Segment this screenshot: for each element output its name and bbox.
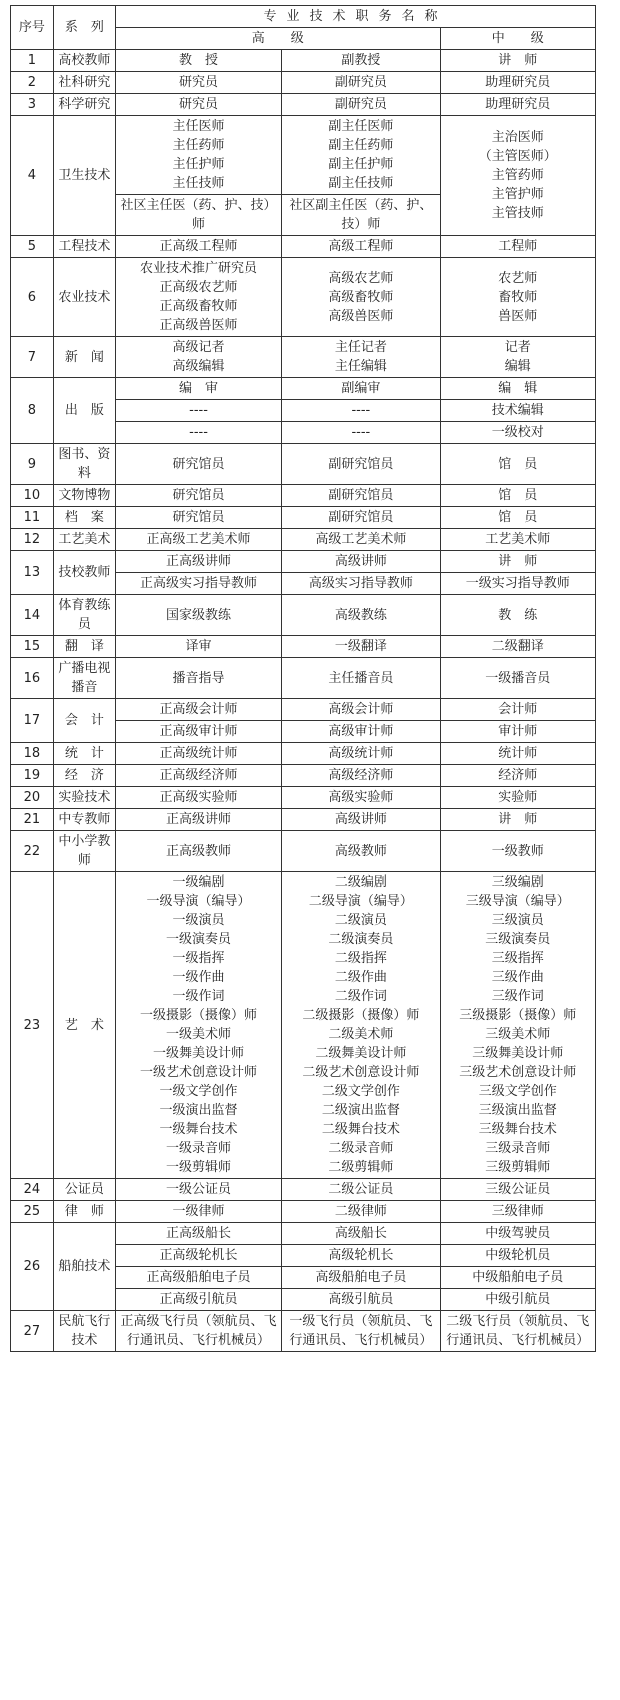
vice-senior-title: 高级统计师 [282, 743, 441, 765]
mid-title-line: 主管技师 [491, 206, 544, 221]
senior-title-line: 一级指挥 [172, 951, 225, 966]
vice-senior-title-line: 副主任技师 [328, 176, 394, 191]
mid-title: 经济师 [440, 765, 595, 787]
mid-title-line: 三级美术师 [485, 1027, 551, 1042]
vice-senior-title: ---- [282, 422, 441, 444]
row-number: 24 [11, 1179, 54, 1201]
row-series: 经 济 [53, 765, 115, 787]
vice-senior-title-line: 二级演奏员 [328, 932, 394, 947]
mid-title-line: 三级摄影（摄像）师 [459, 1008, 577, 1023]
vice-senior-title: 高级教练 [282, 595, 441, 636]
vice-senior-title-line: 高级畜牧师 [328, 289, 394, 305]
senior-title: ---- [115, 400, 281, 422]
mid-title: 讲 师 [440, 50, 595, 72]
mid-title-line: 记者 [504, 340, 531, 355]
vice-senior-title: 高级船长 [282, 1223, 441, 1245]
senior-title-line: 农业技术推广研究员 [140, 261, 258, 276]
table-row [11, 94, 596, 116]
vice-senior-title-line: 二级作词 [334, 989, 387, 1004]
row-number: 11 [11, 507, 54, 529]
row-number: 4 [11, 116, 54, 236]
table-row [11, 485, 596, 507]
table-row [11, 258, 596, 337]
vice-senior-title [282, 116, 441, 195]
mid-title [440, 116, 595, 236]
table-row [11, 116, 596, 195]
row-series: 翻 译 [53, 636, 115, 658]
mid-title: 中级驾驶员 [440, 1223, 595, 1245]
table-row [11, 872, 596, 1179]
row-number: 9 [11, 444, 54, 485]
vice-senior-title: 一级飞行员（领航员、飞行通讯员、飞行机械员） [282, 1311, 441, 1352]
row-number: 25 [11, 1201, 54, 1223]
senior-title: 研究馆员 [115, 444, 281, 485]
vice-senior-title: 高级引航员 [282, 1289, 441, 1311]
vice-senior-title-line: 二级作曲 [334, 970, 387, 985]
row-series: 文物博物 [53, 485, 115, 507]
mid-title: 中级引航员 [440, 1289, 595, 1311]
senior-title: 正高级引航员 [115, 1289, 281, 1311]
senior-title: 正高级船长 [115, 1223, 281, 1245]
vice-senior-title-line: 二级舞台技术 [321, 1122, 400, 1137]
row-number: 16 [11, 658, 54, 699]
row-number: 3 [11, 94, 54, 116]
mid-title [440, 258, 595, 337]
row-series: 体育教练员 [53, 595, 115, 636]
table-row [11, 787, 596, 809]
mid-title-line: 三级作曲 [491, 970, 544, 985]
senior-title [115, 337, 281, 378]
vice-senior-title [282, 337, 441, 378]
mid-title: 统计师 [440, 743, 595, 765]
vice-senior-title-line: 高级兽医师 [328, 308, 394, 324]
vice-senior-title: 副研究馆员 [282, 507, 441, 529]
senior-title-line: 一级舞台技术 [159, 1122, 238, 1137]
senior-title-line: 正高级兽医师 [159, 318, 238, 333]
mid-title-line: 三级舞美设计师 [472, 1046, 564, 1061]
row-series: 新 闻 [53, 337, 115, 378]
vice-senior-title-line: 副主任医师 [328, 119, 394, 134]
vice-senior-title: 二级公证员 [282, 1179, 441, 1201]
senior-title: 正高级工艺美术师 [115, 529, 281, 551]
vice-senior-title: 高级船舶电子员 [282, 1267, 441, 1289]
senior-title-line: 一级演出监督 [159, 1103, 238, 1118]
senior-title-line: 一级编剧 [172, 875, 225, 890]
row-number: 20 [11, 787, 54, 809]
vice-senior-title-line: 二级录音师 [328, 1141, 394, 1156]
header-seq: 序号 [11, 6, 54, 50]
header-mid: 中 级 [440, 28, 595, 50]
senior-title-line: 一级剪辑师 [166, 1160, 232, 1175]
senior-title: 国家级教练 [115, 595, 281, 636]
table-row [11, 658, 596, 699]
row-series: 卫生技术 [53, 116, 115, 236]
table-row [11, 831, 596, 872]
senior-title-line: 主任护师 [172, 157, 225, 172]
table-row [11, 1179, 596, 1201]
vice-senior-title: 副研究馆员 [282, 485, 441, 507]
mid-title: 二级翻译 [440, 636, 595, 658]
table-row [11, 809, 596, 831]
senior-title-line: 一级演奏员 [166, 932, 232, 947]
vice-senior-title: 高级实验师 [282, 787, 441, 809]
senior-title: 译审 [115, 636, 281, 658]
row-series: 民航飞行技术 [53, 1311, 115, 1352]
row-series: 出 版 [53, 378, 115, 444]
row-series: 科学研究 [53, 94, 115, 116]
vice-senior-title: 高级审计师 [282, 721, 441, 743]
row-number: 23 [11, 872, 54, 1179]
mid-title-line: 三级作词 [491, 989, 544, 1004]
row-number: 27 [11, 1311, 54, 1352]
row-series: 社科研究 [53, 72, 115, 94]
senior-title-line: 一级演员 [172, 913, 225, 928]
table-row [11, 378, 596, 400]
senior-title-line: 主任技师 [172, 176, 225, 191]
row-number: 22 [11, 831, 54, 872]
senior-title: 研究员 [115, 94, 281, 116]
row-series: 公证员 [53, 1179, 115, 1201]
mid-title: 会计师 [440, 699, 595, 721]
vice-senior-title-line: 二级演出监督 [321, 1103, 400, 1118]
vice-senior-title: 社区副主任医（药、护、技）师 [282, 195, 441, 236]
row-number: 1 [11, 50, 54, 72]
senior-title: 正高级统计师 [115, 743, 281, 765]
mid-title: 馆 员 [440, 485, 595, 507]
row-series: 律 师 [53, 1201, 115, 1223]
row-number: 5 [11, 236, 54, 258]
row-series: 技校教师 [53, 551, 115, 595]
mid-title: 实验师 [440, 787, 595, 809]
senior-title: 正高级会计师 [115, 699, 281, 721]
row-number: 19 [11, 765, 54, 787]
mid-title-line: 三级演奏员 [485, 932, 551, 947]
header-row [11, 6, 596, 28]
senior-title-line: 一级摄影（摄像）师 [140, 1008, 258, 1023]
row-series: 中小学教师 [53, 831, 115, 872]
mid-title-line: 三级舞台技术 [478, 1122, 557, 1137]
row-series: 工程技术 [53, 236, 115, 258]
mid-title-line: 三级演出监督 [478, 1103, 557, 1118]
mid-title [440, 872, 595, 1179]
header-title: 专业技术职务名称 [115, 6, 595, 28]
table-row [11, 236, 596, 258]
vice-senior-title-line: 高级农艺师 [328, 270, 394, 286]
vice-senior-title-line: 二级舞美设计师 [315, 1046, 407, 1061]
row-series: 中专教师 [53, 809, 115, 831]
mid-title: 中级船舶电子员 [440, 1267, 595, 1289]
mid-title: 二级飞行员（领航员、飞行通讯员、飞行机械员） [440, 1311, 595, 1352]
senior-title: 研究馆员 [115, 485, 281, 507]
table-body [11, 6, 596, 1352]
vice-senior-title: 副教授 [282, 50, 441, 72]
senior-title: 正高级飞行员（领航员、飞行通讯员、飞行机械员） [115, 1311, 281, 1352]
row-number: 7 [11, 337, 54, 378]
senior-title: 正高级实习指导教师 [115, 573, 281, 595]
mid-title-line: 三级导演（编导） [465, 894, 570, 909]
senior-title: 播音指导 [115, 658, 281, 699]
row-series: 高校教师 [53, 50, 115, 72]
senior-title: 研究员 [115, 72, 281, 94]
vice-senior-title: 高级工程师 [282, 236, 441, 258]
table-row [11, 1311, 596, 1352]
mid-title: 教 练 [440, 595, 595, 636]
mid-title: 馆 员 [440, 444, 595, 485]
table-row [11, 595, 596, 636]
vice-senior-title: 高级教师 [282, 831, 441, 872]
mid-title: 馆 员 [440, 507, 595, 529]
senior-title: 正高级工程师 [115, 236, 281, 258]
senior-title-line: 正高级畜牧师 [159, 299, 238, 314]
mid-title-line: 三级文学创作 [478, 1084, 557, 1099]
senior-title: 一级公证员 [115, 1179, 281, 1201]
vice-senior-title-line: 二级导演（编导） [308, 894, 413, 909]
mid-title: 中级轮机员 [440, 1245, 595, 1267]
title-table [10, 5, 596, 1352]
senior-title-line: 正高级农艺师 [159, 280, 238, 295]
vice-senior-title-line: 二级演员 [334, 913, 387, 928]
mid-title: 审计师 [440, 721, 595, 743]
row-series: 实验技术 [53, 787, 115, 809]
mid-title-line: 三级录音师 [485, 1141, 551, 1156]
table-row [11, 72, 596, 94]
vice-senior-title-line: 二级艺术创意设计师 [302, 1065, 420, 1080]
mid-title: 助理研究员 [440, 94, 595, 116]
mid-title: 助理研究员 [440, 72, 595, 94]
vice-senior-title: ---- [282, 400, 441, 422]
vice-senior-title: 一级翻译 [282, 636, 441, 658]
vice-senior-title: 高级会计师 [282, 699, 441, 721]
senior-title: 正高级教师 [115, 831, 281, 872]
mid-title-line: 三级演员 [491, 913, 544, 928]
senior-title-line: 高级编辑 [172, 359, 225, 374]
senior-title-line: 主任医师 [172, 119, 225, 134]
vice-senior-title-line: 二级编剧 [334, 875, 387, 890]
senior-title: 社区主任医（药、护、技）师 [115, 195, 281, 236]
vice-senior-title-line: 二级指挥 [334, 951, 387, 966]
vice-senior-title: 高级轮机长 [282, 1245, 441, 1267]
vice-senior-title: 副编审 [282, 378, 441, 400]
mid-title-line: 主管药师 [491, 168, 544, 183]
row-number: 18 [11, 743, 54, 765]
header-series: 系 列 [53, 6, 115, 50]
senior-title-line: 主任药师 [172, 138, 225, 153]
vice-senior-title-line: 主任编辑 [334, 359, 387, 374]
senior-title-line: 一级文学创作 [159, 1084, 238, 1099]
mid-title-line: 编辑 [504, 359, 531, 374]
senior-title-line: 高级记者 [172, 340, 225, 355]
vice-senior-title: 高级经济师 [282, 765, 441, 787]
row-number: 13 [11, 551, 54, 595]
table-row [11, 551, 596, 573]
mid-title-line: 三级剪辑师 [485, 1160, 551, 1175]
mid-title: 工艺美术师 [440, 529, 595, 551]
vice-senior-title-line: 副主任药师 [328, 138, 394, 153]
mid-title-line: 三级艺术创意设计师 [459, 1065, 577, 1080]
mid-title: 一级校对 [440, 422, 595, 444]
row-series: 船舶技术 [53, 1223, 115, 1311]
mid-title-line: （主管医师） [478, 149, 557, 164]
row-series: 农业技术 [53, 258, 115, 337]
row-number: 14 [11, 595, 54, 636]
row-series: 艺 术 [53, 872, 115, 1179]
vice-senior-title-line: 二级文学创作 [321, 1084, 400, 1099]
mid-title: 一级播音员 [440, 658, 595, 699]
vice-senior-title: 副研究员 [282, 72, 441, 94]
vice-senior-title-line: 副主任护师 [328, 157, 394, 172]
vice-senior-title-line: 二级摄影（摄像）师 [302, 1008, 420, 1023]
header-high: 高 级 [115, 28, 440, 50]
senior-title: 正高级讲师 [115, 809, 281, 831]
row-number: 21 [11, 809, 54, 831]
senior-title-line: 一级录音师 [166, 1141, 232, 1156]
senior-title-line: 一级艺术创意设计师 [140, 1065, 258, 1080]
row-series: 档 案 [53, 507, 115, 529]
table-row [11, 699, 596, 721]
vice-senior-title-line: 二级美术师 [328, 1027, 394, 1042]
row-number: 15 [11, 636, 54, 658]
senior-title [115, 258, 281, 337]
table-row [11, 765, 596, 787]
mid-title-line: 三级指挥 [491, 951, 544, 966]
senior-title: 正高级实验师 [115, 787, 281, 809]
mid-title-line: 主管护师 [491, 187, 544, 202]
mid-title-line: 三级编剧 [491, 875, 544, 890]
row-number: 26 [11, 1223, 54, 1311]
vice-senior-title [282, 258, 441, 337]
mid-title: 讲 师 [440, 809, 595, 831]
senior-title: 正高级讲师 [115, 551, 281, 573]
senior-title: 教 授 [115, 50, 281, 72]
senior-title: 编 审 [115, 378, 281, 400]
senior-title: 一级律师 [115, 1201, 281, 1223]
mid-title: 讲 师 [440, 551, 595, 573]
senior-title-line: 一级美术师 [166, 1027, 232, 1042]
vice-senior-title [282, 872, 441, 1179]
vice-senior-title-line: 主任记者 [334, 340, 387, 355]
mid-title: 技术编辑 [440, 400, 595, 422]
row-number: 12 [11, 529, 54, 551]
vice-senior-title: 高级讲师 [282, 551, 441, 573]
row-series: 广播电视播音 [53, 658, 115, 699]
mid-title-line: 畜牧师 [498, 289, 538, 305]
senior-title-line: 一级导演（编导） [146, 894, 251, 909]
senior-title-line: 一级作词 [172, 989, 225, 1004]
senior-title: ---- [115, 422, 281, 444]
mid-title: 一级实习指导教师 [440, 573, 595, 595]
senior-title-line: 一级舞美设计师 [153, 1046, 245, 1061]
senior-title [115, 116, 281, 195]
senior-title: 正高级经济师 [115, 765, 281, 787]
vice-senior-title: 二级律师 [282, 1201, 441, 1223]
mid-title-line: 兽医师 [498, 308, 538, 324]
table-row [11, 1201, 596, 1223]
mid-title-line: 农艺师 [498, 270, 538, 286]
senior-title [115, 872, 281, 1179]
table-row [11, 529, 596, 551]
row-series: 统 计 [53, 743, 115, 765]
row-number: 6 [11, 258, 54, 337]
row-number: 10 [11, 485, 54, 507]
table-row [11, 743, 596, 765]
vice-senior-title: 高级工艺美术师 [282, 529, 441, 551]
table-row [11, 50, 596, 72]
senior-title-line: 一级作曲 [172, 970, 225, 985]
table-row [11, 507, 596, 529]
senior-title: 正高级审计师 [115, 721, 281, 743]
table-row [11, 636, 596, 658]
vice-senior-title: 主任播音员 [282, 658, 441, 699]
senior-title: 研究馆员 [115, 507, 281, 529]
vice-senior-title: 副研究员 [282, 94, 441, 116]
row-series: 图书、资料 [53, 444, 115, 485]
vice-senior-title: 高级实习指导教师 [282, 573, 441, 595]
row-number: 17 [11, 699, 54, 743]
mid-title: 三级公证员 [440, 1179, 595, 1201]
senior-title: 正高级轮机长 [115, 1245, 281, 1267]
mid-title: 工程师 [440, 236, 595, 258]
vice-senior-title-line: 二级剪辑师 [328, 1160, 394, 1175]
table-row [11, 444, 596, 485]
mid-title: 三级律师 [440, 1201, 595, 1223]
mid-title: 一级教师 [440, 831, 595, 872]
mid-title: 编 辑 [440, 378, 595, 400]
mid-title [440, 337, 595, 378]
row-series: 会 计 [53, 699, 115, 743]
vice-senior-title: 副研究馆员 [282, 444, 441, 485]
row-series: 工艺美术 [53, 529, 115, 551]
row-number: 8 [11, 378, 54, 444]
senior-title: 正高级船舶电子员 [115, 1267, 281, 1289]
vice-senior-title: 高级讲师 [282, 809, 441, 831]
row-number: 2 [11, 72, 54, 94]
table-row [11, 1223, 596, 1245]
table-row [11, 337, 596, 378]
mid-title-line: 主治医师 [491, 130, 544, 145]
